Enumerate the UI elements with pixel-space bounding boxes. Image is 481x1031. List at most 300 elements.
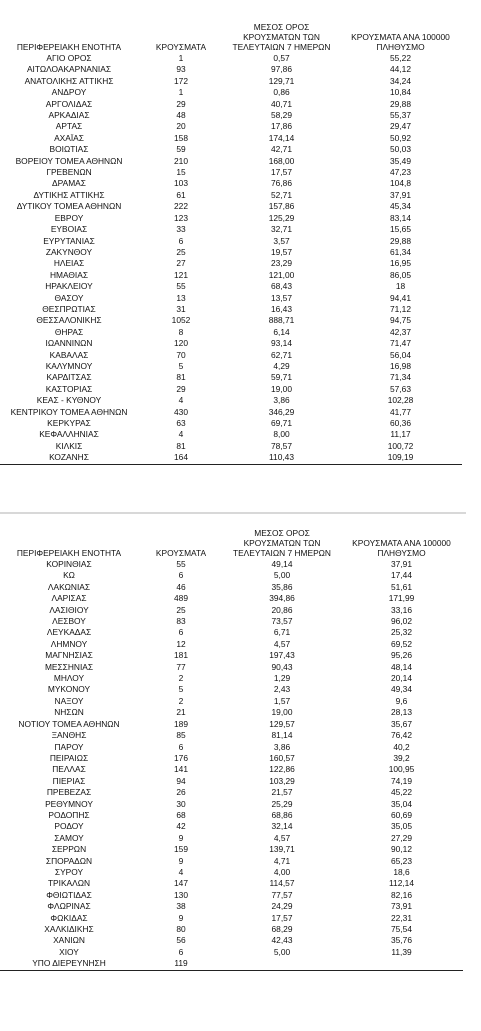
table-row <box>0 878 463 889</box>
cases-per-100k-cell: 28,13 <box>391 707 412 718</box>
header-cases: ΚΡΟΥΣΜΑΤΑ <box>155 42 207 52</box>
header-cases-per-100k: ΚΡΟΥΣΜΑΤΑ ΑΝΑ 100000 ΠΛΗΘΥΣΜΟ <box>351 32 450 52</box>
cases-cell: 94 <box>176 775 186 786</box>
cases-per-100k-cell: 76,42 <box>391 730 412 741</box>
cases-per-100k-cell: 49,34 <box>391 684 412 695</box>
header-avg-7-days: ΜΕΣΟΣ ΟΡΟΣ ΚΡΟΥΣΜΑΤΩΝ ΤΩΝ ΤΕΛΕΥΤΑΙΩΝ 7 ΗΜΕΡΩΝ <box>232 22 331 52</box>
table-row <box>0 559 463 570</box>
region-cell: ΕΥΒΟΙΑΣ <box>50 224 88 235</box>
region-cell: ΚΩ <box>63 570 75 581</box>
cases-cell: 26 <box>176 787 186 798</box>
table-row <box>0 673 463 684</box>
cases-per-100k-cell: 18 <box>395 281 406 292</box>
cases-per-100k-cell: 15,65 <box>390 224 411 235</box>
table-row <box>0 156 462 167</box>
avg-7-days-cell: 77,57 <box>271 889 293 900</box>
cases-per-100k-cell: 20,14 <box>391 673 412 684</box>
header-avg-7-days: ΜΕΣΟΣ ΟΡΟΣ ΚΡΟΥΣΜΑΤΩΝ ΤΩΝ ΤΕΛΕΥΤΑΙΩΝ 7 ΗΜΕΡΩΝ <box>232 528 331 558</box>
table-row <box>0 582 463 593</box>
avg-7-days-cell: 25,29 <box>271 798 293 809</box>
cases-cell: 27 <box>176 258 186 269</box>
avg-7-days-cell: 32,14 <box>271 821 293 832</box>
cases-cell: 25 <box>176 246 186 257</box>
cases-per-100k-cell: 16,98 <box>390 360 411 371</box>
avg-7-days-cell: 1,29 <box>273 673 291 684</box>
avg-7-days-cell: 32,71 <box>271 224 292 235</box>
region-cell: ΧΑΛΚΙΔΙΚΗΣ <box>44 924 94 934</box>
table-row <box>0 958 463 970</box>
table-row <box>0 935 463 946</box>
cases-cell: 5 <box>178 684 184 695</box>
region-cell: ΧΙΟΥ <box>59 946 79 957</box>
cases-per-100k-cell: 90,12 <box>391 844 412 855</box>
region-cell: ΘΑΣΟΥ <box>54 292 84 303</box>
cases-per-100k-cell: 57,63 <box>390 383 411 394</box>
avg-7-days-cell: 125,29 <box>268 212 295 223</box>
avg-7-days-cell: 4,57 <box>273 638 291 649</box>
cases-per-100k-cell: 55,37 <box>390 110 411 121</box>
cases-per-100k-cell: 35,67 <box>391 718 412 729</box>
region-cell: ΑΡΚΑΔΙΑΣ <box>48 110 90 121</box>
table-row <box>0 110 462 121</box>
table-row <box>0 281 462 292</box>
cases-cell: 2 <box>178 673 184 684</box>
cases-per-100k-cell: 86,05 <box>390 269 411 280</box>
cases-cell: 172 <box>174 75 188 86</box>
cases-per-100k-cell: 9,6 <box>395 695 408 706</box>
table-row <box>0 856 463 867</box>
cases-per-100k-cell: 39,2 <box>393 752 410 763</box>
table-row <box>0 684 463 695</box>
cases-cell: 6 <box>178 235 184 246</box>
table-row <box>0 605 463 616</box>
cases-cell: 46 <box>176 581 186 592</box>
avg-7-days-cell: 93,14 <box>271 338 292 349</box>
cases-per-100k-cell: 33,16 <box>391 604 412 615</box>
cases-per-100k-cell: 29,88 <box>390 235 411 246</box>
cases-per-100k-cell: 55,22 <box>390 53 411 63</box>
cases-cell: 63 <box>176 418 186 428</box>
region-cell: ΡΟΔΟΠΗΣ <box>48 809 90 820</box>
region-cell: ΤΡΙΚΑΛΩΝ <box>47 878 91 889</box>
avg-7-days-cell: 0,57 <box>273 53 290 63</box>
avg-7-days-cell: 4,00 <box>273 866 291 877</box>
avg-7-days-cell: 52,71 <box>271 189 292 200</box>
cases-cell: 159 <box>174 844 188 855</box>
cases-cell: 20 <box>176 121 186 132</box>
cases-per-100k-cell: 37,91 <box>390 189 411 200</box>
table-row <box>0 361 462 372</box>
cases-cell: 31 <box>176 303 186 314</box>
avg-7-days-cell: 19,00 <box>271 383 292 394</box>
avg-7-days-cell: 4,29 <box>273 360 290 371</box>
avg-7-days-cell: 5,00 <box>273 946 291 957</box>
cases-per-100k-cell: 104,8 <box>390 178 411 189</box>
avg-7-days-cell: 68,29 <box>271 924 293 934</box>
cases-cell: 222 <box>174 201 188 212</box>
avg-7-days-cell: 157,86 <box>268 201 295 212</box>
cases-cell: 70 <box>176 349 186 360</box>
table-row <box>0 133 462 144</box>
cases-per-100k-cell: 29,88 <box>390 98 411 109</box>
avg-7-days-cell: 122,86 <box>269 764 295 775</box>
cases-cell: 4 <box>178 429 184 440</box>
avg-7-days-cell: 24,29 <box>271 901 293 912</box>
cases-per-100k-cell: 41,77 <box>390 406 411 417</box>
avg-7-days-cell: 3,86 <box>273 395 290 406</box>
table-row <box>0 707 463 718</box>
cases-per-100k-cell: 35,49 <box>390 155 411 166</box>
table-row <box>0 167 462 178</box>
cases-cell: 30 <box>176 798 186 809</box>
table-header <box>0 515 463 559</box>
region-cell: ΚΕΡΚΥΡΑΣ <box>47 418 91 428</box>
avg-7-days-cell: 110,43 <box>224 452 339 464</box>
cases-cell: 141 <box>174 764 188 775</box>
cases-cell: 123 <box>174 212 188 223</box>
header-region: ΠΕΡΙΦΕΡΕΙΑΚΗ ΕΝΟΤΗΤΑ <box>16 42 122 52</box>
cases-cell: 80 <box>176 924 186 934</box>
table-row <box>0 407 462 418</box>
cases-per-100k-cell: 37,91 <box>391 559 412 569</box>
cases-cell: 130 <box>174 889 188 900</box>
cases-cell: 158 <box>174 132 188 143</box>
avg-7-days-cell: 42,71 <box>271 144 292 155</box>
cases-per-100k-cell: 18,6 <box>393 866 410 877</box>
header-region: ΠΕΡΙΦΕΡΕΙΑΚΗ ΕΝΟΤΗΤΑ <box>16 548 122 558</box>
page-separator <box>0 512 466 514</box>
cases-per-100k-cell: 22,31 <box>391 912 412 923</box>
cases-cell: 83 <box>176 616 186 627</box>
region-cell: ΧΑΝΙΩΝ <box>53 935 85 946</box>
table-row <box>0 350 462 361</box>
region-cell: ΞΑΝΘΗΣ <box>51 730 87 741</box>
avg-7-days-cell: 19,00 <box>271 707 293 718</box>
table-row <box>0 224 462 235</box>
avg-7-days-cell: 3,57 <box>273 235 290 246</box>
region-cell: ΑΧΑΪΑΣ <box>54 132 84 143</box>
cases-per-100k-cell: 69,52 <box>391 638 412 649</box>
region-cell: ΔΡΑΜΑΣ <box>52 178 86 189</box>
table-row <box>0 304 462 315</box>
avg-7-days-cell: 17,57 <box>271 167 292 178</box>
region-cell: ΖΑΚΥΝΘΟΥ <box>45 246 93 257</box>
table-row <box>0 178 462 189</box>
region-cell: ΚΑΡΔΙΤΣΑΣ <box>46 372 92 383</box>
avg-7-days-cell: 121,00 <box>268 269 295 280</box>
regional-cases-table-2 <box>0 515 463 971</box>
avg-7-days-cell: 42,43 <box>271 935 293 946</box>
cases-cell: 81 <box>176 440 186 451</box>
region-cell: ΚΟΡΙΝΘΙΑΣ <box>46 559 92 569</box>
cases-cell: 38 <box>176 901 186 912</box>
region-cell: ΛΑΚΩΝΙΑΣ <box>47 581 91 592</box>
avg-7-days-cell: 174,14 <box>268 132 295 143</box>
cases-per-100k-cell: 50,92 <box>390 132 411 143</box>
table-row <box>0 338 462 349</box>
region-cell: ΦΛΩΡΙΝΑΣ <box>47 901 91 912</box>
region-cell: ΛΑΡΙΣΑΣ <box>51 593 87 604</box>
table-row <box>0 247 462 258</box>
cases-cell: 55 <box>176 281 186 292</box>
region-cell: ΣΥΡΟΥ <box>54 866 84 877</box>
cases-cell: 164 <box>138 452 224 464</box>
cases-cell: 181 <box>174 650 188 661</box>
cases-per-100k-cell: 102,28 <box>387 395 414 406</box>
avg-7-days-cell: 888,71 <box>268 315 295 326</box>
cases-cell: 210 <box>174 155 188 166</box>
cases-per-100k-cell: 61,34 <box>390 246 411 257</box>
table-row <box>0 384 462 395</box>
region-cell: ΑΡΤΑΣ <box>55 121 83 132</box>
cases-cell: 120 <box>174 338 188 349</box>
cases-cell: 5 <box>178 360 184 371</box>
avg-7-days-cell: 78,57 <box>271 440 292 451</box>
region-cell: ΚΕΝΤΡΙΚΟΥ ΤΟΜΕΑ ΑΘΗΝΩΝ <box>10 406 128 417</box>
region-cell: ΓΡΕΒΕΝΩΝ <box>46 167 92 178</box>
region-cell: ΚΑΣΤΟΡΙΑΣ <box>45 383 93 394</box>
cases-cell: 25 <box>176 604 186 615</box>
cases-cell: 48 <box>176 110 186 121</box>
avg-7-days-cell: 49,14 <box>271 559 293 569</box>
header-cases-per-100k: ΚΡΟΥΣΜΑΤΑ ΑΝΑ 100000 ΠΛΗΘΥΣΜΟ <box>352 538 451 558</box>
cases-per-100k-cell: 25,32 <box>391 627 412 638</box>
cases-per-100k-cell: 74,19 <box>391 775 412 786</box>
avg-7-days-cell: 168,00 <box>268 155 295 166</box>
cases-per-100k-cell: 65,23 <box>391 855 412 866</box>
avg-7-days-cell: 17,57 <box>271 912 293 923</box>
region-cell: ΠΡΕΒΕΖΑΣ <box>46 787 92 798</box>
avg-7-days-cell: 68,43 <box>271 281 292 292</box>
cases-per-100k-cell <box>340 958 463 970</box>
region-cell: ΘΗΡΑΣ <box>54 326 84 337</box>
cases-cell: 59 <box>176 144 186 155</box>
cases-per-100k-cell: 35,05 <box>391 821 412 832</box>
table-row <box>0 258 462 269</box>
avg-7-days-cell: 81,14 <box>271 730 293 741</box>
table-row <box>0 753 463 764</box>
cases-per-100k-cell: 47,23 <box>390 167 411 178</box>
cases-per-100k-cell: 44,12 <box>390 64 411 75</box>
cases-cell: 6 <box>178 627 184 638</box>
region-cell: ΛΕΥΚΑΔΑΣ <box>46 627 92 638</box>
region-cell: ΔΥΤΙΚΟΥ ΤΟΜΕΑ ΑΘΗΝΩΝ <box>16 201 122 212</box>
table-row <box>0 452 462 464</box>
cases-cell: 489 <box>174 593 188 604</box>
avg-7-days-cell: 2,43 <box>273 684 291 695</box>
region-cell: ΘΕΣΣΑΛΟΝΙΚΗΣ <box>36 315 102 326</box>
table-row <box>0 627 463 638</box>
table-row <box>0 441 462 452</box>
cases-cell: 9 <box>178 912 184 923</box>
avg-7-days-cell: 5,00 <box>273 570 291 581</box>
cases-per-100k-cell: 40,2 <box>393 741 410 752</box>
cases-per-100k-cell: 95,26 <box>391 650 412 661</box>
table-row <box>0 844 463 855</box>
region-cell: ΚΙΛΚΙΣ <box>55 440 83 451</box>
cases-per-100k-cell: 29,47 <box>390 121 411 132</box>
table-row <box>0 901 463 912</box>
avg-7-days-cell: 97,86 <box>271 64 292 75</box>
region-cell: ΥΠΟ ΔΙΕΡΕΥΝΗΣΗ <box>0 958 138 970</box>
cases-cell: 15 <box>176 167 186 178</box>
cases-cell: 9 <box>178 832 184 843</box>
cases-cell: 61 <box>176 189 186 200</box>
table-row <box>0 742 463 753</box>
region-cell: ΚΑΛΥΜΝΟΥ <box>45 360 93 371</box>
region-cell: ΝΑΞΟΥ <box>54 695 84 706</box>
avg-7-days-cell: 4,71 <box>273 855 291 866</box>
table-row <box>0 913 463 924</box>
avg-7-days-cell: 0,86 <box>273 87 290 98</box>
cases-per-100k-cell: 60,69 <box>391 809 412 820</box>
cases-cell: 121 <box>174 269 188 280</box>
cases-per-100k-cell: 100,72 <box>387 440 414 451</box>
cases-cell: 6 <box>178 946 184 957</box>
region-cell: ΣΕΡΡΩΝ <box>51 844 87 855</box>
region-cell: ΚΕΦΑΛΛΗΝΙΑΣ <box>39 429 99 440</box>
cases-per-100k-cell: 94,75 <box>390 315 411 326</box>
avg-7-days-cell: 62,71 <box>271 349 292 360</box>
cases-per-100k-cell: 75,54 <box>391 924 412 934</box>
region-cell: ΑΙΤΩΛΟΑΚΑΡΝΑΝΙΑΣ <box>26 64 112 75</box>
region-cell: ΕΒΡΟΥ <box>54 212 84 223</box>
region-cell: ΚΑΒΑΛΑΣ <box>49 349 89 360</box>
region-cell: ΦΘΙΩΤΙΔΑΣ <box>46 889 92 900</box>
avg-7-days-cell: 160,57 <box>269 752 295 763</box>
avg-7-days-cell: 59,71 <box>271 372 292 383</box>
region-cell: ΗΜΑΘΙΑΣ <box>49 269 89 280</box>
table-row <box>0 833 463 844</box>
avg-7-days-cell: 58,29 <box>271 110 292 121</box>
cases-cell: 147 <box>174 878 188 889</box>
table-row <box>0 201 462 212</box>
region-cell: ΡΟΔΟΥ <box>54 821 84 832</box>
cases-per-100k-cell: 11,39 <box>391 946 412 957</box>
cases-per-100k-cell: 60,36 <box>390 418 411 428</box>
avg-7-days-cell: 73,57 <box>271 616 293 627</box>
cases-per-100k-cell: 56,04 <box>390 349 411 360</box>
table-row <box>0 821 463 832</box>
avg-7-days-cell: 20,86 <box>271 604 293 615</box>
avg-7-days-cell: 114,57 <box>269 878 295 889</box>
cases-cell: 6 <box>178 570 184 581</box>
cases-per-100k-cell: 45,22 <box>391 787 412 798</box>
cases-cell: 13 <box>176 292 186 303</box>
cases-cell: 42 <box>176 821 186 832</box>
avg-7-days-cell: 394,86 <box>269 593 295 604</box>
cases-per-100k-cell: 71,34 <box>390 372 411 383</box>
cases-per-100k-cell: 11,17 <box>390 429 411 440</box>
cases-cell: 85 <box>176 730 186 741</box>
region-cell: ΜΥΚΟΝΟΥ <box>47 684 91 695</box>
table-row <box>0 662 463 673</box>
cases-cell: 103 <box>174 178 188 189</box>
cases-cell: 1 <box>178 53 184 63</box>
avg-7-days-cell: 13,57 <box>271 292 292 303</box>
cases-cell: 176 <box>174 752 188 763</box>
region-cell: ΒΟΙΩΤΙΑΣ <box>49 144 89 155</box>
cases-per-100k-cell: 16,95 <box>390 258 411 269</box>
table-row <box>0 867 463 878</box>
cases-per-100k-cell: 50,03 <box>390 144 411 155</box>
avg-7-days-cell: 346,29 <box>268 406 295 417</box>
table-row <box>0 799 463 810</box>
cases-per-100k-cell: 83,14 <box>390 212 411 223</box>
region-cell: ΑΓΙΟ ΟΡΟΣ <box>46 53 92 63</box>
table-row <box>0 395 462 406</box>
avg-7-days-cell: 16,43 <box>271 303 292 314</box>
table-row <box>0 327 462 338</box>
cases-cell: 68 <box>176 809 186 820</box>
table-row <box>0 764 463 775</box>
cases-per-100k-cell: 71,47 <box>390 338 411 349</box>
table-row <box>0 99 462 110</box>
region-cell: ΛΗΜΝΟΥ <box>50 638 88 649</box>
avg-7-days-cell: 23,29 <box>271 258 292 269</box>
avg-7-days-cell: 139,71 <box>269 844 295 855</box>
table-row <box>0 64 462 75</box>
region-cell: ΝΟΤΙΟΥ ΤΟΜΕΑ ΑΘΗΝΩΝ <box>18 718 120 729</box>
region-cell: ΒΟΡΕΙΟΥ ΤΟΜΕΑ ΑΘΗΝΩΝ <box>15 155 123 166</box>
table-row <box>0 776 463 787</box>
region-cell: ΕΥΡΥΤΑΝΙΑΣ <box>43 235 95 246</box>
avg-7-days-cell: 6,71 <box>273 627 291 638</box>
region-cell: ΦΩΚΙΔΑΣ <box>50 912 88 923</box>
cases-cell: 119 <box>138 958 224 970</box>
avg-7-days-cell: 129,71 <box>268 75 295 86</box>
region-cell: ΔΥΤΙΚΗΣ ΑΤΤΙΚΗΣ <box>33 189 105 200</box>
cases-cell: 29 <box>176 98 186 109</box>
cases-per-100k-cell: 42,37 <box>390 326 411 337</box>
table-row <box>0 639 463 650</box>
cases-per-100k-cell: 171,99 <box>388 593 415 604</box>
avg-7-days-cell: 76,86 <box>271 178 292 189</box>
region-cell: ΠΙΕΡΙΑΣ <box>52 775 86 786</box>
cases-cell: 8 <box>178 326 184 337</box>
avg-7-days-cell: 19,57 <box>271 246 292 257</box>
region-cell: ΛΑΣΙΘΙΟΥ <box>49 604 89 615</box>
avg-7-days-cell: 68,86 <box>271 809 293 820</box>
cases-per-100k-cell: 94,41 <box>390 292 411 303</box>
cases-per-100k-cell: 71,12 <box>390 303 411 314</box>
table-row <box>0 372 462 383</box>
cases-cell: 189 <box>174 718 188 729</box>
table-row <box>0 236 462 247</box>
table-row <box>0 810 463 821</box>
cases-cell: 33 <box>176 224 186 235</box>
regional-cases-table-1 <box>0 9 462 465</box>
cases-cell: 1052 <box>171 315 191 326</box>
cases-per-100k-cell: 35,04 <box>391 798 412 809</box>
cases-per-100k-cell: 109,19 <box>339 452 462 464</box>
table-row <box>0 593 463 604</box>
avg-7-days-cell: 17,86 <box>271 121 292 132</box>
region-cell: ΚΟΖΑΝΗΣ <box>0 452 138 464</box>
table-row <box>0 696 463 707</box>
header-cases: ΚΡΟΥΣΜΑΤΑ <box>155 548 207 558</box>
table-row <box>0 616 463 627</box>
region-cell: ΠΕΛΛΑΣ <box>52 764 86 775</box>
avg-7-days-cell: 4,57 <box>273 832 291 843</box>
table-body <box>0 559 463 970</box>
cases-per-100k-cell: 48,14 <box>391 661 412 672</box>
table-row <box>0 418 462 429</box>
table-row <box>0 315 462 326</box>
region-cell: ΜΕΣΣΗΝΙΑΣ <box>44 661 94 672</box>
cases-cell: 6 <box>178 741 184 752</box>
table-row <box>0 650 463 661</box>
